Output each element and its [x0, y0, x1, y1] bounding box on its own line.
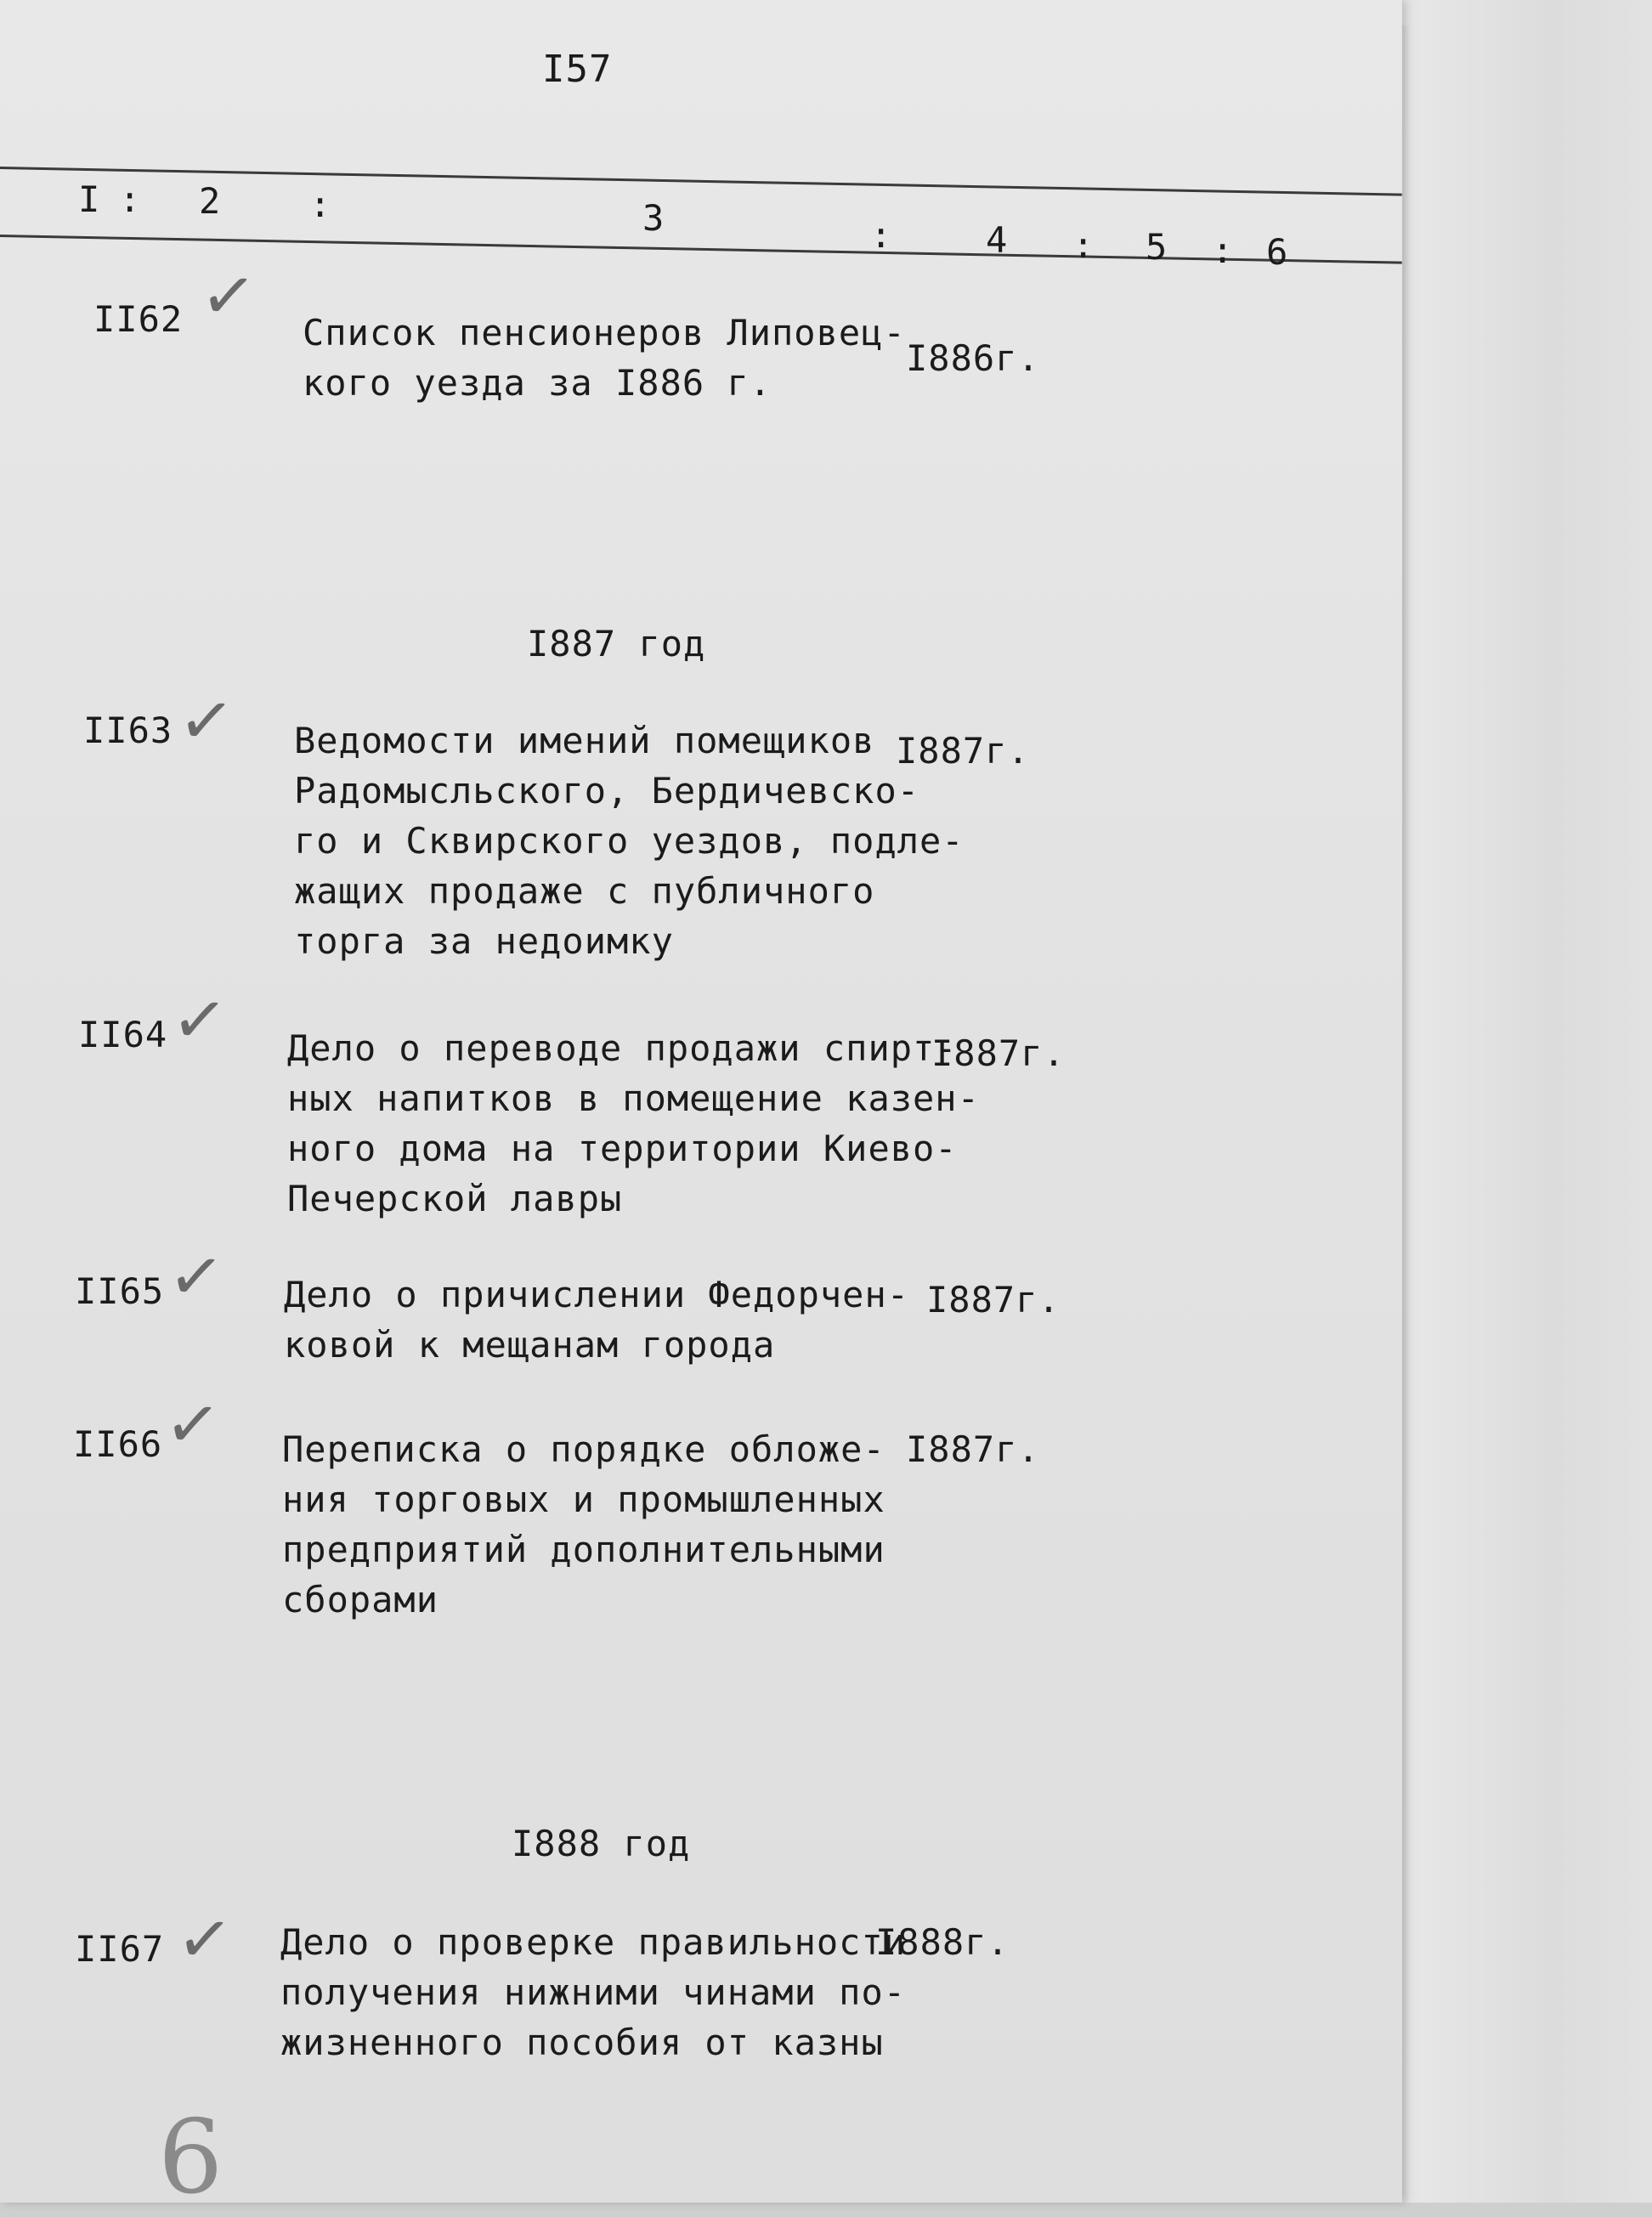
- header-sep: :: [309, 184, 331, 225]
- entry-number: II62: [93, 298, 184, 340]
- entry-line: Радомысльского, Бердичевско-: [294, 770, 920, 812]
- entry-number: II64: [78, 1014, 168, 1055]
- entry-line: сборами: [282, 1579, 439, 1620]
- check-mark: ✓: [161, 1383, 224, 1467]
- check-mark: ✓: [196, 255, 260, 338]
- entry-line: ного дома на территории Киево-: [287, 1128, 958, 1169]
- entry-date: I887г.: [931, 1032, 1066, 1074]
- entry-line: Список пенсионеров Липовец-: [303, 312, 906, 353]
- entry-line: кого уезда за I886 г.: [303, 362, 772, 404]
- entry-line: ковой к мещанам города: [284, 1324, 776, 1366]
- year-heading: I887 год: [527, 623, 706, 665]
- check-mark: ✓: [164, 1236, 228, 1319]
- header-sep: :: [119, 178, 141, 220]
- entry-line: получения нижними чинами по-: [280, 1971, 907, 2013]
- check-mark: ✓: [167, 979, 231, 1062]
- entry-date: I887г.: [896, 730, 1030, 772]
- entry-line: жащих продаже с публичного: [294, 870, 875, 912]
- entry-date: I887г.: [906, 1428, 1040, 1470]
- page-number: I57: [542, 48, 613, 91]
- entry-number: II67: [75, 1928, 165, 1970]
- entry-description: [280, 1917, 906, 2067]
- entry-description: [284, 1270, 909, 1370]
- year-heading: I888 год: [512, 1823, 691, 1864]
- check-mark: ✓: [174, 680, 238, 763]
- header-sep: :: [1212, 229, 1234, 271]
- entry-date: I886г.: [906, 337, 1040, 379]
- entry-description: [303, 308, 906, 408]
- header-col-1: I: [78, 178, 100, 220]
- entry-line: Переписка о порядке обложе-: [282, 1428, 885, 1470]
- entry-number: II66: [73, 1423, 163, 1465]
- check-mark: ✓: [173, 1898, 236, 1982]
- entry-line: Дело о переводе продажи спирт-: [287, 1027, 958, 1069]
- entry-line: предприятий дополнительными: [282, 1529, 885, 1570]
- entry-number: II63: [83, 710, 173, 751]
- entry-line: ных напитков в помещение казен-: [287, 1077, 980, 1119]
- entry-line: Дело о проверке правильности: [280, 1921, 907, 1963]
- entry-description: [282, 1424, 885, 1625]
- header-col-5: 5: [1146, 226, 1168, 268]
- header-col-4: 4: [986, 219, 1008, 261]
- header-sep: :: [1072, 224, 1095, 266]
- entry-description: [294, 715, 965, 966]
- entry-date: I887г.: [926, 1279, 1061, 1321]
- handwritten-note: 6: [158, 2099, 223, 2217]
- header-col-2: 2: [199, 180, 221, 222]
- entry-date: I888г.: [875, 1921, 1010, 1963]
- header-col-3: 3: [642, 197, 665, 239]
- entry-line: жизненного пособия от казны: [280, 2022, 884, 2063]
- entry-line: Дело о причислении Федорчен-: [284, 1274, 910, 1315]
- entry-description: [287, 1023, 980, 1224]
- header-col-6: 6: [1266, 231, 1288, 273]
- entry-line: го и Сквирского уездов, подле-: [294, 820, 965, 862]
- entry-number: II65: [75, 1270, 165, 1312]
- header-sep: :: [870, 214, 892, 256]
- entry-line: Ведомости имений помещиков: [294, 720, 875, 761]
- entry-line: Печерской лавры: [287, 1178, 623, 1219]
- entry-line: торга за недоимку: [294, 920, 674, 962]
- entry-line: ния торговых и промышленных: [282, 1479, 885, 1520]
